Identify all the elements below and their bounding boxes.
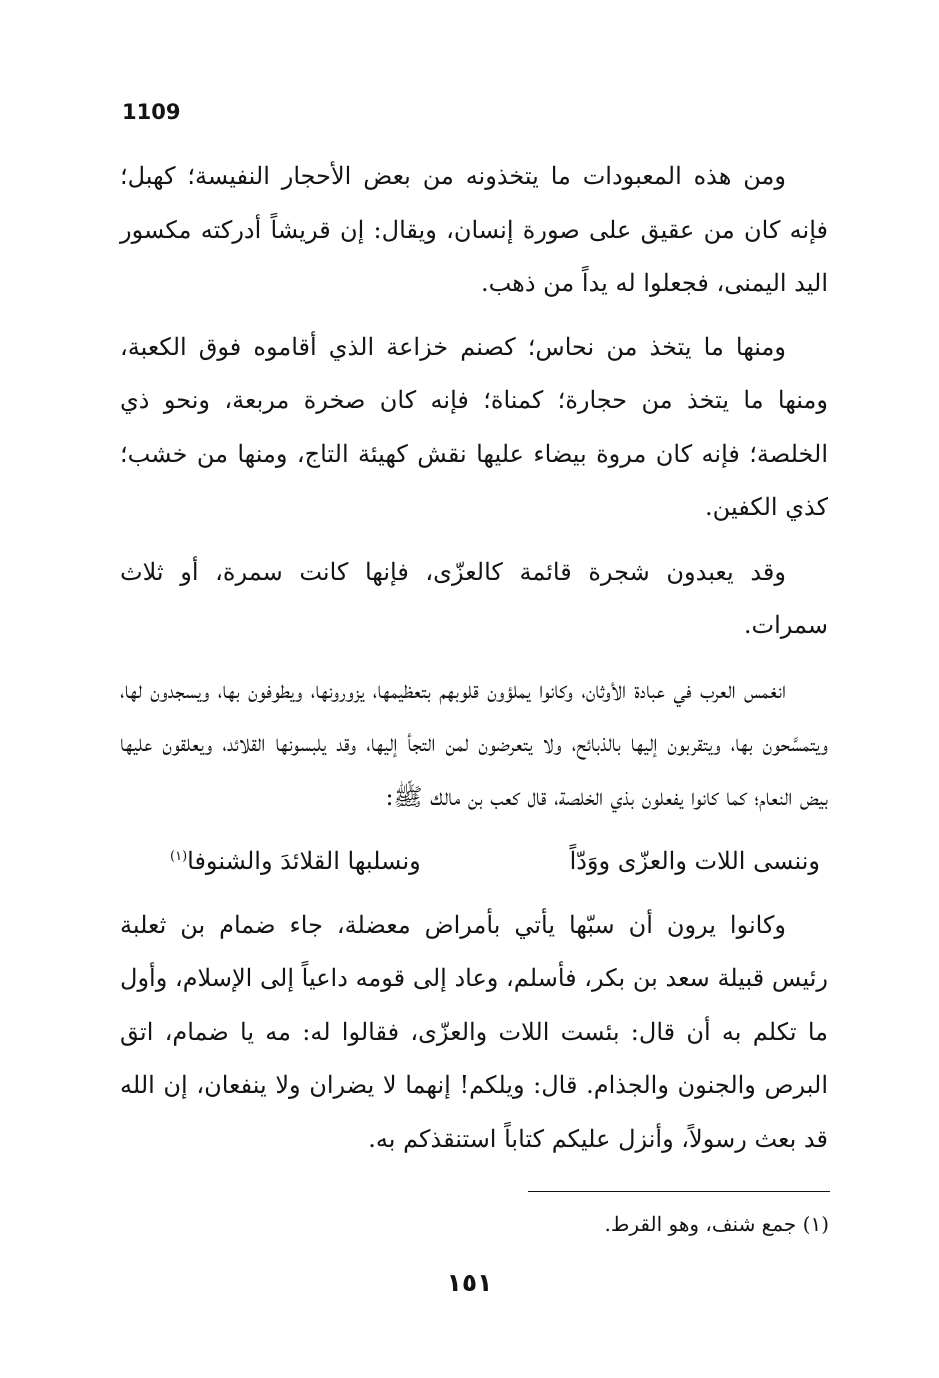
poetry-verse <box>120 835 828 889</box>
footnote-text: جمع شنف، وهو القرط. <box>604 1212 797 1236</box>
paragraph-copper-stone-idols: ومنها ما يتخذ من نحاس؛ كصنم خزاعة الذي أقاموه فوق الكعبة، ومنها ما يتخذ من حجارة؛ كمناة؛ فإنه كان صخرة مربعة، ونحو ذي الخلصة؛ فإنه كان مروة بيضاء عليها نقش كهيئة التاج، ومنها من خشب؛ كذي الكفين. <box>120 332 828 521</box>
folio-number: ١٥١ <box>446 1268 493 1297</box>
body-text <box>120 150 828 1177</box>
verse-first-hemistich: وننسى اللات والعزّى ووَدّاً <box>569 847 820 875</box>
footnote-number: (١) <box>802 1212 829 1236</box>
verse-second-hemistich-text: ونسلبها القلائدَ والشنوفا <box>187 847 421 875</box>
paragraph-idol-rituals: انغمس العرب في عبادة الأوثان، وكانوا يملؤون قلوبهم بتعظيمها، يزورونها، ويطوفون بها، ويسجدون لها، ويتمسَّحون بها، ويتقربون إليها بالذبائح، ولا يتعرضون لمن التجأ إليها، وقد يلبسونها القلائد، ويعلقون عليها بيض النعام؛ كما كانوا يفعلون بذي الخلصة، قال كعب بن مالك ﷺ: <box>120 675 828 811</box>
paragraph-hubal: ومن هذه المعبودات ما يتخذونه من بعض الأحجار النفيسة؛ كهبل؛ فإنه كان من عقيق على صورة إنسان، ويقال: إن قريشاً أدركته مكسور اليد اليمنى، فجعلوا له يداً من ذهب. <box>120 162 828 297</box>
paragraph-dimam-story: وكانوا يرون أن سبّها يأتي بأمراض معضلة، جاء ضمام بن ثعلبة رئيس قبيلة سعد بن بكر، فأسلم، وعاد إلى قومه داعياً إلى الإسلام، وأول ما تكلم به أن قال: بئست اللات والعزّى، فقالوا له: مه يا ضمام، اتق البرص والجنون والجذام. قال: ويلكم! إنهما لا يضران ولا ينفعان، إن الله قد بعث رسولاً، وأنزل عليكم كتاباً استنقذكم به. <box>120 910 828 1153</box>
verse-second-hemistich <box>170 835 421 889</box>
paragraph-tree-worship: وقد يعبدون شجرة قائمة كالعزّى، فإنها كانت سمرة، أو ثلاث سمرات. <box>120 557 828 639</box>
page-number: 1109 <box>122 100 181 124</box>
footnote <box>604 1212 829 1236</box>
footnote-marker: (١) <box>170 849 188 864</box>
footnote-separator <box>528 1191 830 1192</box>
